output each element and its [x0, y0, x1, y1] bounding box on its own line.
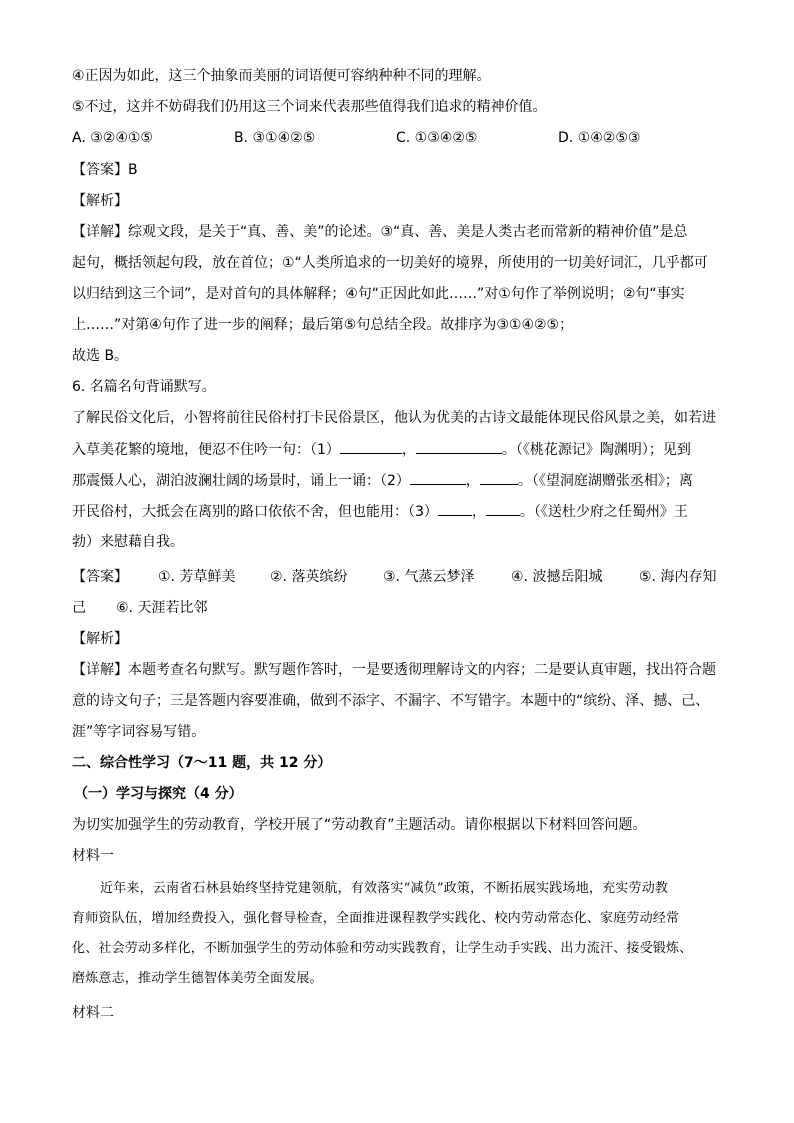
detail-5-line-4: 上……”对第④句作了进一步的阐释；最后第⑤句总结全段。故排序为③①④②⑤； — [72, 317, 574, 333]
answer-blank — [340, 439, 402, 454]
answer-blank — [416, 439, 502, 454]
answer-blank — [438, 501, 472, 516]
analysis-6: 【解析】 — [72, 631, 128, 647]
answer-6-item-6: ⑥. 天涯若比邻 — [116, 600, 208, 616]
material-1-line-1: 近年来，云南省石林县始终坚持党建领航，有效落实“减负”政策，不断拓展实践场地，充实劳动教 — [100, 881, 669, 896]
detail-5-line-1: 【详解】综观文段，是关于“真、善、美”的论述。③“真、善、美是人类古老而常新的精神价值”是总 — [72, 224, 688, 240]
section-2-heading: 二、综合性学习（7～11 题，共 12 分） — [72, 755, 332, 771]
material-1-title: 材料一 — [72, 848, 114, 864]
answer-6-label: 【答案】 — [72, 569, 128, 585]
q6-text: ， — [401, 442, 416, 458]
answer-5: 【答案】B — [72, 162, 138, 178]
intro-text: 为切实加强学生的劳动教育，学校开展了“劳动教育”主题活动。请你根据以下材料回答问题。 — [72, 817, 647, 833]
material-1-line-3: 化、社会劳动多样化，不断加强学生的劳动体验和劳动实践教育，让学生动手实践、出力流汗、接受锻炼、 — [72, 941, 693, 956]
question-6-line-4 — [72, 501, 688, 522]
detail-6-line-3: 涯”等字词容易写错。 — [72, 724, 206, 740]
option-a: A. ③②④①⑤ — [72, 130, 153, 146]
q6-text: 。（《送杜少府之任蜀州》王 — [519, 504, 688, 520]
detail-5-line-3: 以归结到这三个词”，是对首句的具体解释；④句“正因此如此……”对①句作了举例说明；②句“事实 — [72, 286, 685, 302]
question-6-line-1: 了解民俗文化后，小智将前往民俗村打卡民俗景区，他认为优美的古诗文最能体现民俗风景之美，如若进 — [72, 410, 716, 426]
option-c: C. ①③④②⑤ — [396, 130, 478, 146]
q6-text: 。（《桃花源记》陶渊明）；见到 — [501, 442, 691, 458]
q6-text: ， — [465, 473, 480, 489]
answer-6-item-3: ③. 气蒸云梦泽 — [383, 569, 475, 585]
sentence-5: ⑤不过，这并不妨碍我们仍用这三个词来代表那些值得我们追求的精神价值。 — [72, 99, 547, 115]
option-d: D. ①④②⑤③ — [558, 130, 641, 146]
detail-5-line-2: 起句，概括领起句段，放在首位；①“人类所追求的一切美好的境界，所使用的一切美好词汇，几乎都可 — [72, 255, 708, 271]
detail-6-line-1: 【详解】本题考查名句默写。默写题作答时，一是要透彻理解诗文的内容；二是要认真审题，找出符合题 — [72, 662, 716, 678]
detail-6-line-2: 意的诗文句子；三是答题内容要准确，做到不添字、不漏字、不写错字。本题中的“缤纷、泽、撼、己、 — [72, 693, 710, 709]
answer-blank — [410, 470, 466, 485]
q6-text: 那震慑人心，湖泊波澜壮阔的场景时，诵上一诵：（2） — [72, 473, 410, 489]
answer-6-item-5-cont: 己 — [72, 600, 86, 616]
answer-6-item-5: ⑤. 海内存知 — [639, 569, 717, 585]
question-6-title: 6. 名篇名句背诵默写。 — [72, 379, 216, 395]
question-6-line-3 — [72, 470, 693, 491]
q6-text: 入草美花繁的境地，便忍不住吟一句：（1） — [72, 442, 340, 458]
subsection-1-heading: （一）学习与探究（4 分） — [74, 786, 243, 802]
answer-6-item-2: ②. 落英缤纷 — [270, 569, 348, 585]
answer-blank — [480, 470, 518, 485]
option-b: B. ③①④②⑤ — [234, 130, 316, 146]
answer-6-item-4: ④. 波撼岳阳城 — [511, 569, 603, 585]
sentence-4: ④正因为如此，这三个抽象而美丽的词语便可容纳种种不同的理解。 — [72, 68, 491, 84]
material-2-title: 材料二 — [72, 1005, 114, 1021]
answer-6-item-1: ①. 芳草鲜美 — [158, 569, 236, 585]
q6-text: 开民俗村，大抵会在离别的路口依依不舍，但也能用：（3） — [72, 504, 438, 520]
material-1-line-2: 育师资队伍，增加经费投入，强化督导检查，全面推进课程教学实践化、校内劳动常态化、家庭劳动经常 — [72, 911, 680, 926]
material-1-line-4: 磨炼意志，推动学生德智体美劳全面发展。 — [72, 971, 323, 986]
conclusion-5: 故选 B。 — [72, 348, 129, 364]
question-6-line-2 — [72, 439, 691, 460]
q6-text: 。（《望洞庭湖赠张丞相》；离 — [517, 473, 693, 489]
analysis-5: 【解析】 — [72, 193, 128, 209]
q6-text: ， — [471, 504, 486, 520]
question-6-line-5: 勃）来慰藉自我。 — [72, 534, 184, 550]
answer-blank — [486, 501, 520, 516]
